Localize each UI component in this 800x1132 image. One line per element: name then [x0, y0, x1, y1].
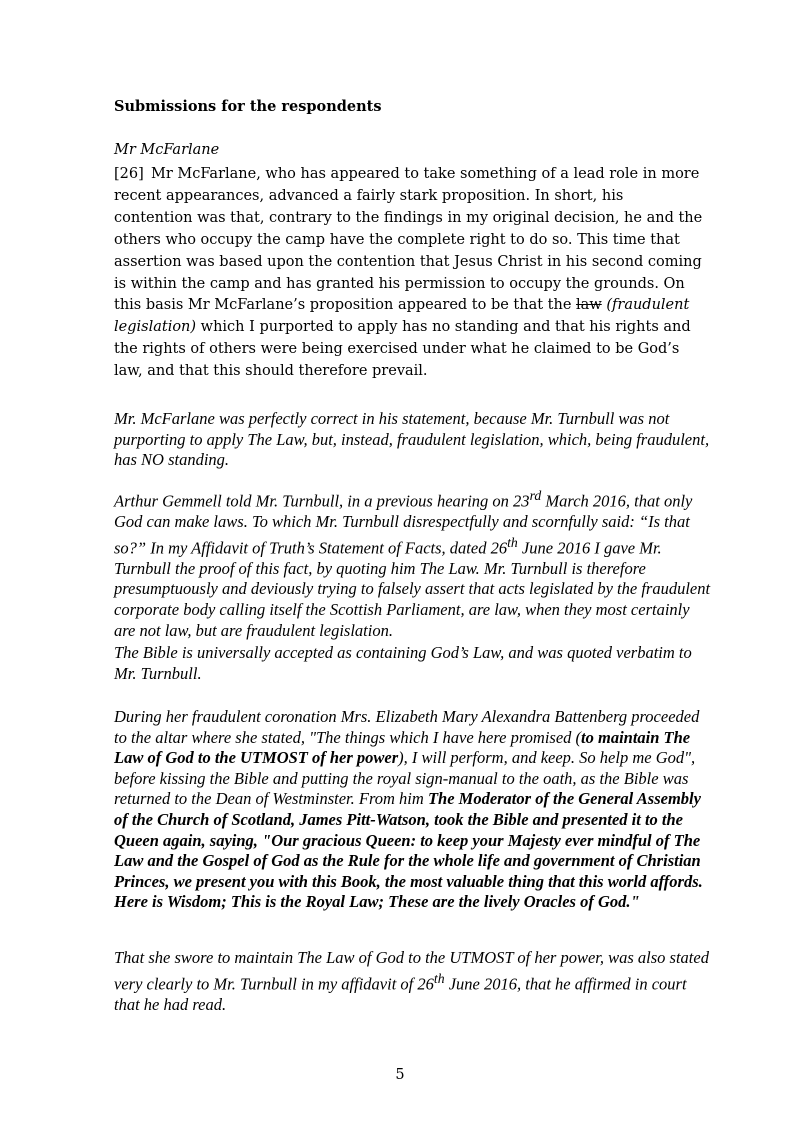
response-paragraph-5 [114, 948, 714, 1015]
paragraph-text-before: Mr McFarlane, who has appeared to take something of a lead role in more recent appearances, advanced a fairly stark proposition. In short, his contention was that, contrary to the findings in my original decision, he and the others who occupy the camp have the complete right to do so. This time that assertion was based upon the contention that Jesus Christ in his second coming is within the camp and has granted his permission to occupy the grounds. On this basis Mr McFarlane’s proposition appeared to be that the [114, 166, 703, 314]
paragraph-text-after: which I purported to apply has no standing and that his rights and the rights of others were being exercised under what he claimed to be God’s law, and that this should therefore prevail. [114, 319, 691, 380]
section-heading: Submissions for the respondents [114, 98, 382, 115]
response-text: March 2016, that only God can make laws. To which Mr. Turnbull disrespectfully and scornfully said: “Is that so?” In my Affidavit of Truth’s Statement of Facts, dated 26 [114, 491, 693, 558]
response-paragraph-3: The Bible is universally accepted as containing God’s Law, and was quoted verbatim to Mr. Turnbull. [114, 643, 692, 683]
response-text: June 2016 I gave Mr. Turnbull the proof of this fact, by quoting him The Law. Mr. Turnbull is therefore presumptuously and deviously trying to falsely assert that acts legislated by the fraudulent corporate body calling itself the Scottish Parliament, are law, when they most certainly are not law, but are fraudulent legislation. [114, 538, 711, 640]
superscript: th [433, 970, 445, 986]
judge-subheading: Mr McFarlane [114, 142, 220, 158]
page-number: 5 [395, 1067, 405, 1083]
response-text: June 2016, that he affirmed in court that he had read. [114, 974, 687, 1014]
inserted-text: (fraudulent legislation) [114, 297, 690, 336]
response-text: ), I will perform, and keep. So help me God", before kissing the Bible and putting the royal sign-manual to the oath, as the Bible was returned to the Dean of Westminster. From him [114, 748, 696, 809]
judgment-paragraph [114, 164, 704, 383]
response-text: Arthur Gemmell told Mr. Turnbull, in a previous hearing on 23 [114, 491, 530, 511]
response-paragraph-2 [114, 486, 714, 641]
struck-word: law [576, 297, 602, 314]
response-paragraph-4 [114, 707, 714, 913]
superscript: th [507, 534, 518, 550]
paragraph-number: [26] [114, 166, 144, 182]
emphasis-text: The Moderator of the General Assembly of the Church of Scotland, James Pitt-Watson, took the Bible and presented it to the Queen again, saying, "Our gracious Queen: to keep your Majesty ever mindful of The Law and the Gospel of God as the Rule for the whole life and government of Christian Princes, we present you with this Book, the most valuable thing that this world affords. Here is Wisdom; This is the Royal Law; These are the lively Oracles of God." [114, 789, 703, 912]
response-text: During her fraudulent coronation Mrs. Elizabeth Mary Alexandra Battenberg proceeded to the altar where she stated, "The things which I have here promised ( [114, 707, 700, 747]
response-text: That she swore to maintain The Law of God to the UTMOST of her power, was also stated very clearly to Mr. Turnbull in my affidavit of 26 [114, 948, 709, 994]
response-paragraph-1: Mr. McFarlane was perfectly correct in his statement, because Mr. Turnbull was not purporting to apply The Law, but, instead, fraudulent legislation, which, being fraudulent, has NO standing. [114, 409, 710, 470]
superscript: rd [529, 488, 542, 503]
emphasis-text: to maintain The Law of God to the UTMOST of her power [114, 727, 691, 768]
